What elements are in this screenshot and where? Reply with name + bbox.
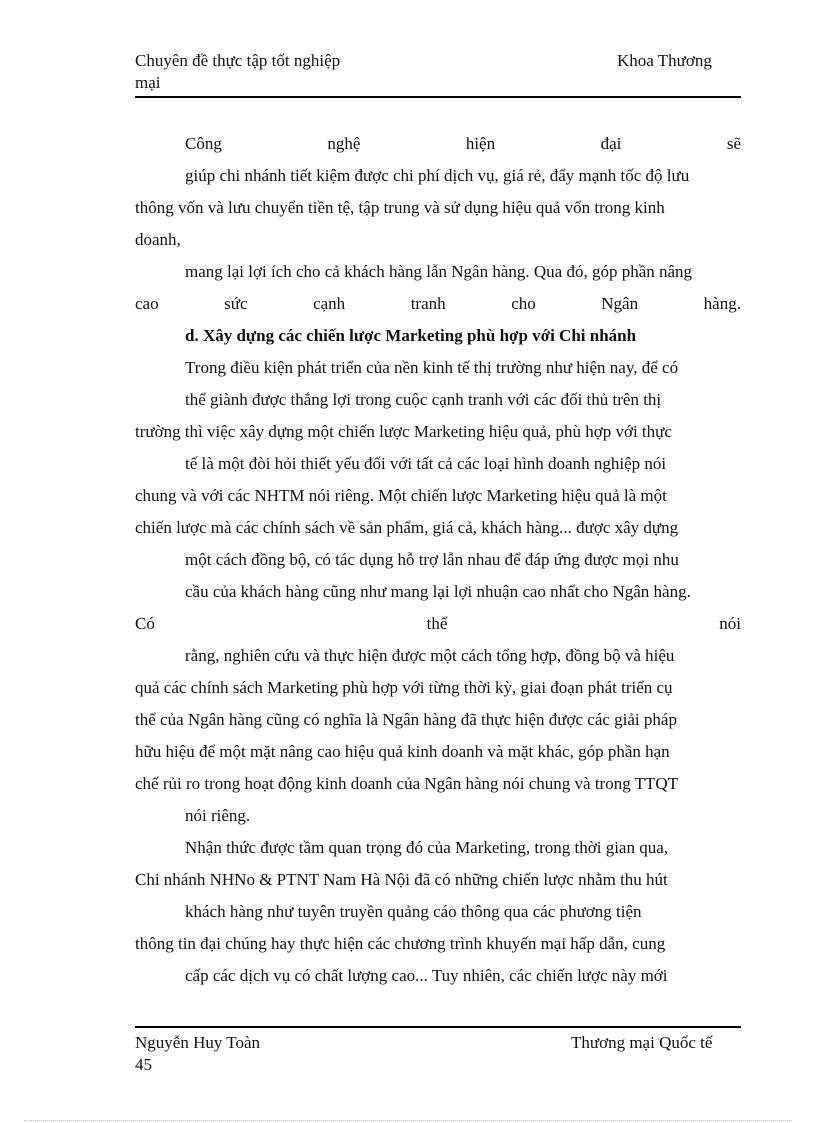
body-line: thể của Ngân hàng cũng có nghĩa là Ngân hàng đã thực hiện được các giải pháp xyxy=(135,710,677,729)
header-title: Chuyên đề thực tập tốt nghiệp xyxy=(135,51,341,70)
body-line: doanh, xyxy=(135,230,181,249)
body-line: thể giành được thắng lợi trong cuộc cạnh tranh với các đối thủ trên thị xyxy=(185,390,662,409)
page-bottom-dotted-divider xyxy=(24,1120,792,1121)
body-line: giúp chi nhánh tiết kiệm được chi phí dịch vụ, giá rẻ, đẩy mạnh tốc độ lưu xyxy=(185,166,690,185)
body-line: rằng, nghiên cứu và thực hiện được một cách tổng hợp, đồng bộ và hiệu xyxy=(185,646,675,665)
footer-major: Thương mại Quốc tế xyxy=(571,1033,713,1052)
footer-left xyxy=(135,1032,260,1076)
body-line: Nhận thức được tầm quan trọng đó của Marketing, trong thời gian qua, xyxy=(185,838,669,857)
body-line: mang lại lợi ích cho cả khách hàng lẫn Ngân hàng. Qua đó, góp phần nâng xyxy=(185,262,693,281)
body-line: nói riêng. xyxy=(185,806,251,825)
footer-divider xyxy=(135,1026,741,1028)
body-line: cầu của khách hàng cũng như mang lại lợi nhuận cao nhất cho Ngân hàng. xyxy=(185,582,691,601)
header-left xyxy=(135,50,395,94)
body-line: hữu hiệu để một mặt nâng cao hiệu quả kinh doanh và mặt khác, góp phần hạn xyxy=(135,742,670,761)
section-heading: d. Xây dựng các chiến lược Marketing phù hợp với Chi nhánh xyxy=(185,326,637,345)
body-line: Trong điều kiện phát triển của nền kinh tế thị trường như hiện nay, để có xyxy=(185,358,679,377)
body-line: Có thể nói xyxy=(135,614,741,633)
page-header xyxy=(135,48,741,98)
body-line: khách hàng như tuyên truyền quảng cáo thông qua các phương tiện xyxy=(185,902,642,921)
body-line: thông tin đại chúng hay thực hiện các chương trình khuyến mại hấp dẫn, cung xyxy=(135,934,666,953)
body-line: Công nghệ hiện đại sẽ xyxy=(185,134,741,153)
body-line: chiến lược mà các chính sách về sản phẩm, giá cả, khách hàng... được xây dựng xyxy=(135,518,679,537)
header-department: Khoa Thương xyxy=(617,51,712,70)
author-name: Nguyễn Huy Toàn xyxy=(135,1033,261,1052)
body-line: cao sức cạnh tranh cho Ngân hàng. xyxy=(135,294,741,313)
body-line: tế là một đòi hỏi thiết yếu đối với tất cả các loại hình doanh nghiệp nói xyxy=(185,454,667,473)
page-number: 45 xyxy=(135,1055,152,1074)
header-title-continued: mại xyxy=(135,73,161,92)
body-line: chung và với các NHTM nói riêng. Một chiến lược Marketing hiệu quả là một xyxy=(135,486,667,505)
body-line: quả các chính sách Marketing phù hợp với từng thời kỳ, giai đoạn phát triển cụ xyxy=(135,678,673,697)
body-line: thông vốn và lưu chuyển tiền tệ, tập trung và sử dụng hiệu quả vốn trong kinh xyxy=(135,198,665,217)
body-line: Chi nhánh NHNo & PTNT Nam Hà Nội đã có những chiến lược nhằm thu hút xyxy=(135,870,668,889)
body-line: chế rủi ro trong hoạt động kinh doanh của Ngân hàng nói chung và trong TTQT xyxy=(135,774,679,793)
body-line: cấp các dịch vụ có chất lượng cao... Tuy nhiên, các chiến lược này mới xyxy=(185,966,668,985)
body-line: trường thì việc xây dựng một chiến lược Marketing hiệu quả, phù hợp với thực xyxy=(135,422,672,441)
body-line: một cách đồng bộ, có tác dụng hỗ trợ lẫn nhau để đáp ứng được mọi nhu xyxy=(185,550,679,569)
